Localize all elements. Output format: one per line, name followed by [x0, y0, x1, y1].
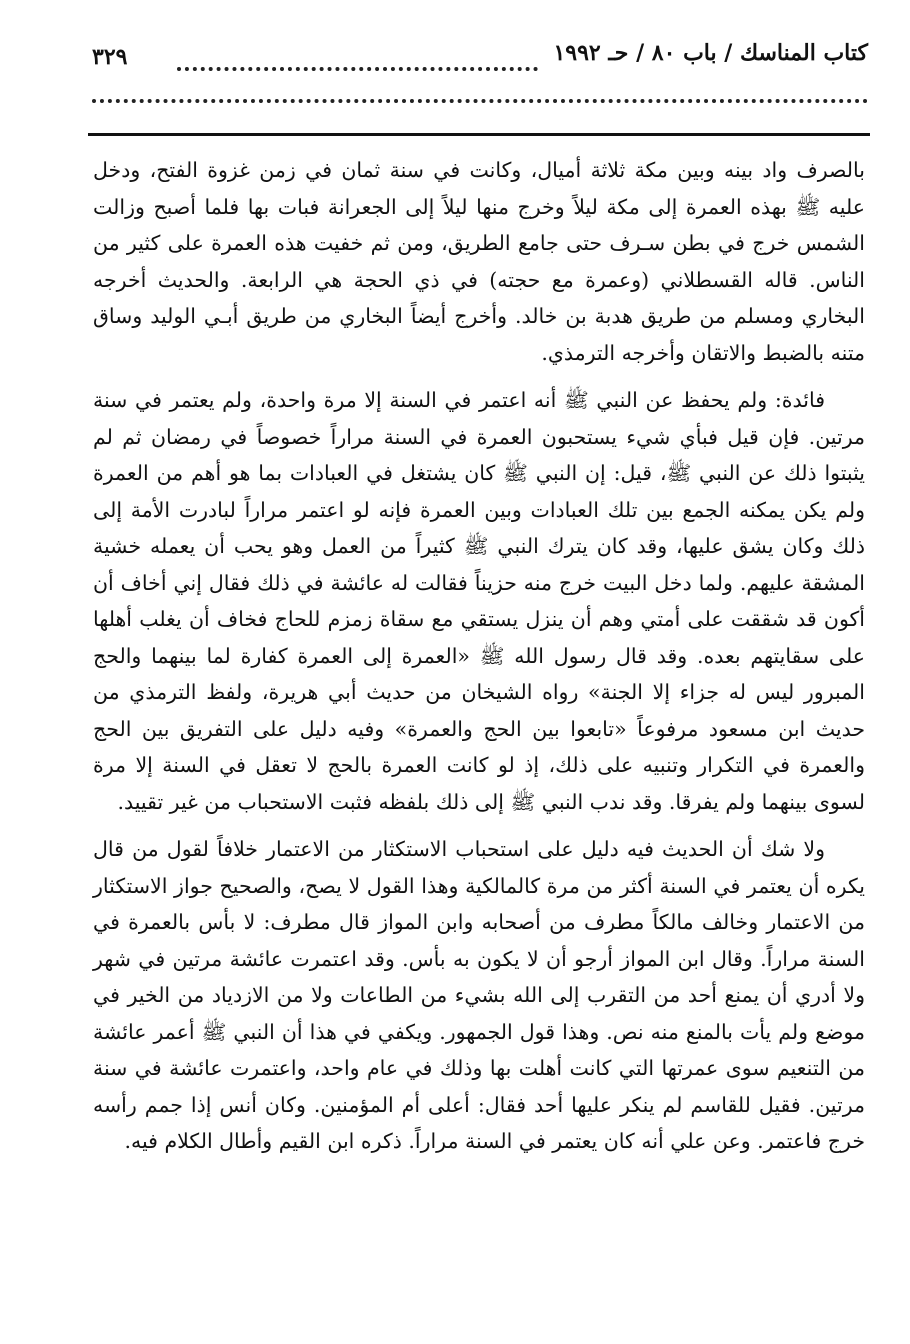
page-number: ٣٢٩ — [92, 44, 128, 70]
page-header — [92, 40, 868, 120]
main-text — [93, 152, 865, 1160]
dotted-leader — [177, 67, 538, 71]
dotted-divider — [92, 99, 868, 103]
running-title: كتاب المناسك / باب ٨٠ / حـ ١٩٩٢ — [553, 40, 868, 66]
paragraph-conclusion: ولا شك أن الحديث فيه دليل على استحباب الاستكثار من الاعتمار خلافاً لقول من قال يكره أن يعتمر في السنة أكثر من مرة كالمالكية وهذا القول لا يصح، والصحيح جواز الاستكثار من الاعتمار وخالف مالكاً مطرف من أصحابه وابن المواز قال مطرف: لا بأس بالعمرة في السنة مراراً. وقال ابن المواز أرجو أن لا يكون به بأس. وقد اعتمرت عائشة مرتين في شهر ولا أدري أن يمنع أحد من التقرب إلى الله بشيء من الطاعات ولا من الازدياد من الخير في موضع ولم يأت بالمنع منه نص. وهذا قول الجمهور. ويكفي في هذا أن النبي ﷺ أعمر عائشة من التنعيم سوى عمرتها التي كانت أهلت بها وذلك في عام واحد، واعتمرت عائشة في سنة مرتين. فقيل للقاسم لم ينكر عليها أحد فقال: أعلى أم المؤمنين. وكان أنس إذا جمم رأسه خرج فاعتمر. وعن علي أنه كان يعتمر في السنة مراراً. ذكره ابن القيم وأطال الكلام فيه. — [93, 837, 865, 1153]
header-rule — [88, 133, 870, 136]
paragraph-faida: فائدة: ولم يحفظ عن النبي ﷺ أنه اعتمر في السنة إلا مرة واحدة، ولم يعتمر في سنة مرتين. فإن قيل فبأي شيء يستحبون العمرة في السنة مراراً خصوصاً في رمضان ثم لم يثبتوا ذلك عن النبي ﷺ، قيل: إن النبي ﷺ كان يشتغل في العبادات بما هو أهم من العمرة ولم يكن يمكنه الجمع بين تلك العبادات وبين العمرة فإنه لو اعتمر مراراً لبادرت الأمة إلى ذلك وكان يشق عليها، وقد كان يترك النبي ﷺ كثيراً من العمل وهو يحب أن يعمله خشية المشقة عليهم. ولما دخل البيت خرج منه حزيناً فقالت له عائشة في ذلك فقال إني أخاف أن أكون قد شققت على أمتي وهم أن ينزل يستقي مع سقاة زمزم للحاج فخاف أن يغلب أهلها على سقايتهم بعده. وقد قال رسول الله ﷺ «العمرة إلى العمرة كفارة لما بينهما والحج المبرور ليس له جزاء إلا الجنة» رواه الشيخان من حديث أبي هريرة، ولفظ الترمذي من حديث ابن مسعود مرفوعاً «تابعوا بين الحج والعمرة» وفيه دليل على التفريق بين الحج والعمرة في التكرار وتنبيه على ذلك، إذ لو كانت العمرة بالحج لا تعقل في السنة إلا مرة لسوى بينهما ولم يفرقا. وقد ندب النبي ﷺ إلى ذلك بلفظه فثبت الاستحباب من غير تقييد. — [93, 388, 865, 814]
paragraph-continuation: بالصرف واد بينه وبين مكة ثلاثة أميال، وكانت في سنة ثمان في زمن غزوة الفتح، ودخل عليه ﷺ بهذه العمرة إلى مكة ليلاً وخرج منها ليلاً إلى الجعرانة فبات بها فلما أصبح وزالت الشمس خرج في بطن سـرف حتى جامع الطريق، ومن ثم خفيت هذه العمرة على كثير من الناس. قاله القسطلاني (وعمرة مع حجته) في ذي الحجة هي الرابعة. والحديث أخرجه البخاري ومسلم من طريق هدبة بن خالد. وأخرج أيضاً البخاري من طريق أبـي الوليد وساق متنه بالضبط والاتقان وأخرجه الترمذي. — [93, 158, 865, 365]
